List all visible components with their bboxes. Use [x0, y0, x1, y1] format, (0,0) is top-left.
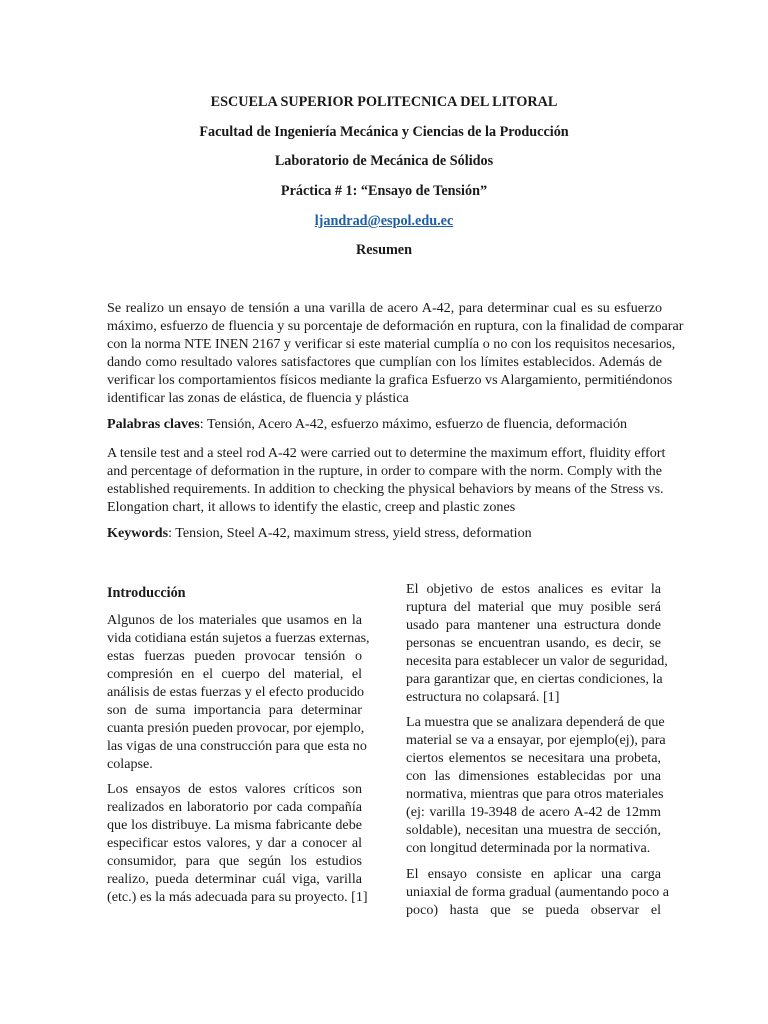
paragraph-line: son de suma importancia para determinar [107, 702, 362, 718]
abstract-en-line: and percentage of deformation in the rupture, in order to compare with the norm. Comply with the [107, 463, 662, 479]
keywords-es [107, 415, 662, 433]
paragraph-line: para garantizar que, en ciertas condiciones, la [406, 671, 663, 687]
paragraph-line: normativa, mientras que para otros materiales [406, 786, 664, 802]
paragraph-line: uniaxial de forma gradual (aumentando poco a [406, 884, 669, 900]
paragraph-line: poco) hasta que se pueda observar el [406, 902, 661, 918]
paragraph-line: Los ensayos de estos valores críticos son [107, 781, 362, 797]
intro-left-paragraph-1 [107, 611, 370, 773]
paragraph-line: con las dimensiones establecidas por una [406, 768, 661, 784]
intro-heading: Introducción [107, 585, 186, 601]
resumen-heading: Resumen [356, 242, 412, 258]
paragraph-line: La muestra que se analizara dependerá de que [406, 714, 665, 730]
paragraph-line: Algunos de los materiales que usamos en la [107, 612, 362, 628]
paragraph-line: estructura no colapsará. [1] [406, 689, 560, 705]
abstract-es [107, 299, 684, 407]
lab-title: Laboratorio de Mecánica de Sólidos [274, 153, 494, 169]
practice-title: Práctica # 1: “Ensayo de Tensión” [280, 183, 488, 199]
keywords-en-label: Keywords [107, 525, 169, 541]
abstract-en [107, 444, 666, 516]
keywords-es-text: : Tensión, Acero A-42, esfuerzo máximo, esfuerzo de fluencia, deformación [199, 416, 628, 432]
paragraph-line: con longitud determinada por la normativa. [406, 840, 651, 856]
paragraph-line: vida cotidiana están sujetos a fuerzas externas, [107, 630, 370, 646]
paragraph-line: compresión en el cuerpo del material, el [107, 666, 362, 682]
paragraph-line: necesita para establecer un valor de seguridad, [406, 653, 668, 669]
paragraph-line: realizados en laboratorio por cada compañía [107, 799, 362, 815]
abstract-en-line: Elongation chart, it allows to identify the elastic, creep and plastic zones [107, 499, 516, 515]
abstract-es-line: con la norma NTE INEN 2167 y verificar si este material cumplía o no con los requisitos necesarios, [107, 336, 676, 352]
keywords-en-text: : Tension, Steel A-42, maximum stress, yield stress, deformation [168, 525, 532, 541]
paragraph-line: estas fuerzas pueden provocar tensión o [107, 648, 362, 664]
paragraph-line: colapse. [107, 756, 153, 772]
intro-left-paragraph-2 [107, 780, 368, 906]
paragraph-line: análisis de estas fuerzas y el efecto producido [107, 684, 365, 700]
paragraph-line: que los distribuye. La misma fabricante debe [107, 817, 362, 833]
abstract-es-line: verificar los comportamientos físicos mediante la grafica Esfuerzo vs Alargamiento, permitiéndonos [107, 372, 673, 388]
paragraph-line: consumidor, para que según los estudios [107, 853, 362, 869]
paragraph-line: El objetivo de estos analices es evitar la [406, 581, 661, 597]
faculty-title: Facultad de Ingeniería Mecánica y Ciencias de la Producción [199, 124, 569, 140]
paragraph-line: especificar estos valores, y dar a conocer al [107, 835, 362, 851]
keywords-en [107, 524, 662, 542]
email-link[interactable]: ljandrad@espol.edu.ec [314, 213, 454, 229]
intro-right-paragraph-3 [406, 865, 669, 919]
paragraph-line: El ensayo consiste en aplicar una carga [406, 866, 661, 882]
paragraph-line: personas se encuentran usando, es decir, se [406, 635, 661, 651]
intro-right-paragraph-1 [406, 580, 668, 706]
abstract-en-line: A tensile test and a steel rod A-42 were carried out to determine the maximum effort, fluidity effort [107, 445, 666, 461]
institution-title: ESCUELA SUPERIOR POLITECNICA DEL LITORAL [210, 94, 558, 110]
abstract-es-line: máximo, esfuerzo de fluencia y su porcentaje de deformación en ruptura, con la finalidad de comparar [107, 318, 684, 334]
intro-right-paragraph-2 [406, 713, 666, 857]
keywords-es-label: Palabras claves [107, 416, 200, 432]
abstract-es-line: identificar las zonas de elástica, de fluencia y plástica [107, 390, 409, 406]
abstract-en-line: established requirements. In addition to checking the physical behaviors by means of the Stress vs. [107, 481, 664, 497]
abstract-es-line: dando como resultado valores satisfactores que cumplían con los límites establecidos. Además de [107, 354, 662, 370]
paragraph-line: las vigas de una construcción para que esta no [107, 738, 367, 754]
paragraph-line: cuanta presión pueden provocar, por ejemplo, [107, 720, 365, 736]
paragraph-line: (etc.) es la más adecuada para su proyecto. [1] [107, 889, 368, 905]
email-row [0, 212, 768, 230]
paragraph-line: usado para mantener una estructura donde [406, 617, 661, 633]
paragraph-line: (ej: varilla 19-3948 de acero A-42 de 12mm [406, 804, 661, 820]
paragraph-line: realizo, pueda determinar cuál viga, varilla [107, 871, 362, 887]
paragraph-line: ciertos elementos se necesitara una probeta, [406, 750, 661, 766]
abstract-es-line: Se realizo un ensayo de tensión a una varilla de acero A-42, para determinar cual es su esfuerzo [107, 300, 662, 316]
paragraph-line: material se va a ensayar, por ejemplo(ej), para [406, 732, 666, 748]
paragraph-line: ruptura del material que muy posible será [406, 599, 661, 615]
paragraph-line: soldable), necesitan una muestra de sección, [406, 822, 661, 838]
